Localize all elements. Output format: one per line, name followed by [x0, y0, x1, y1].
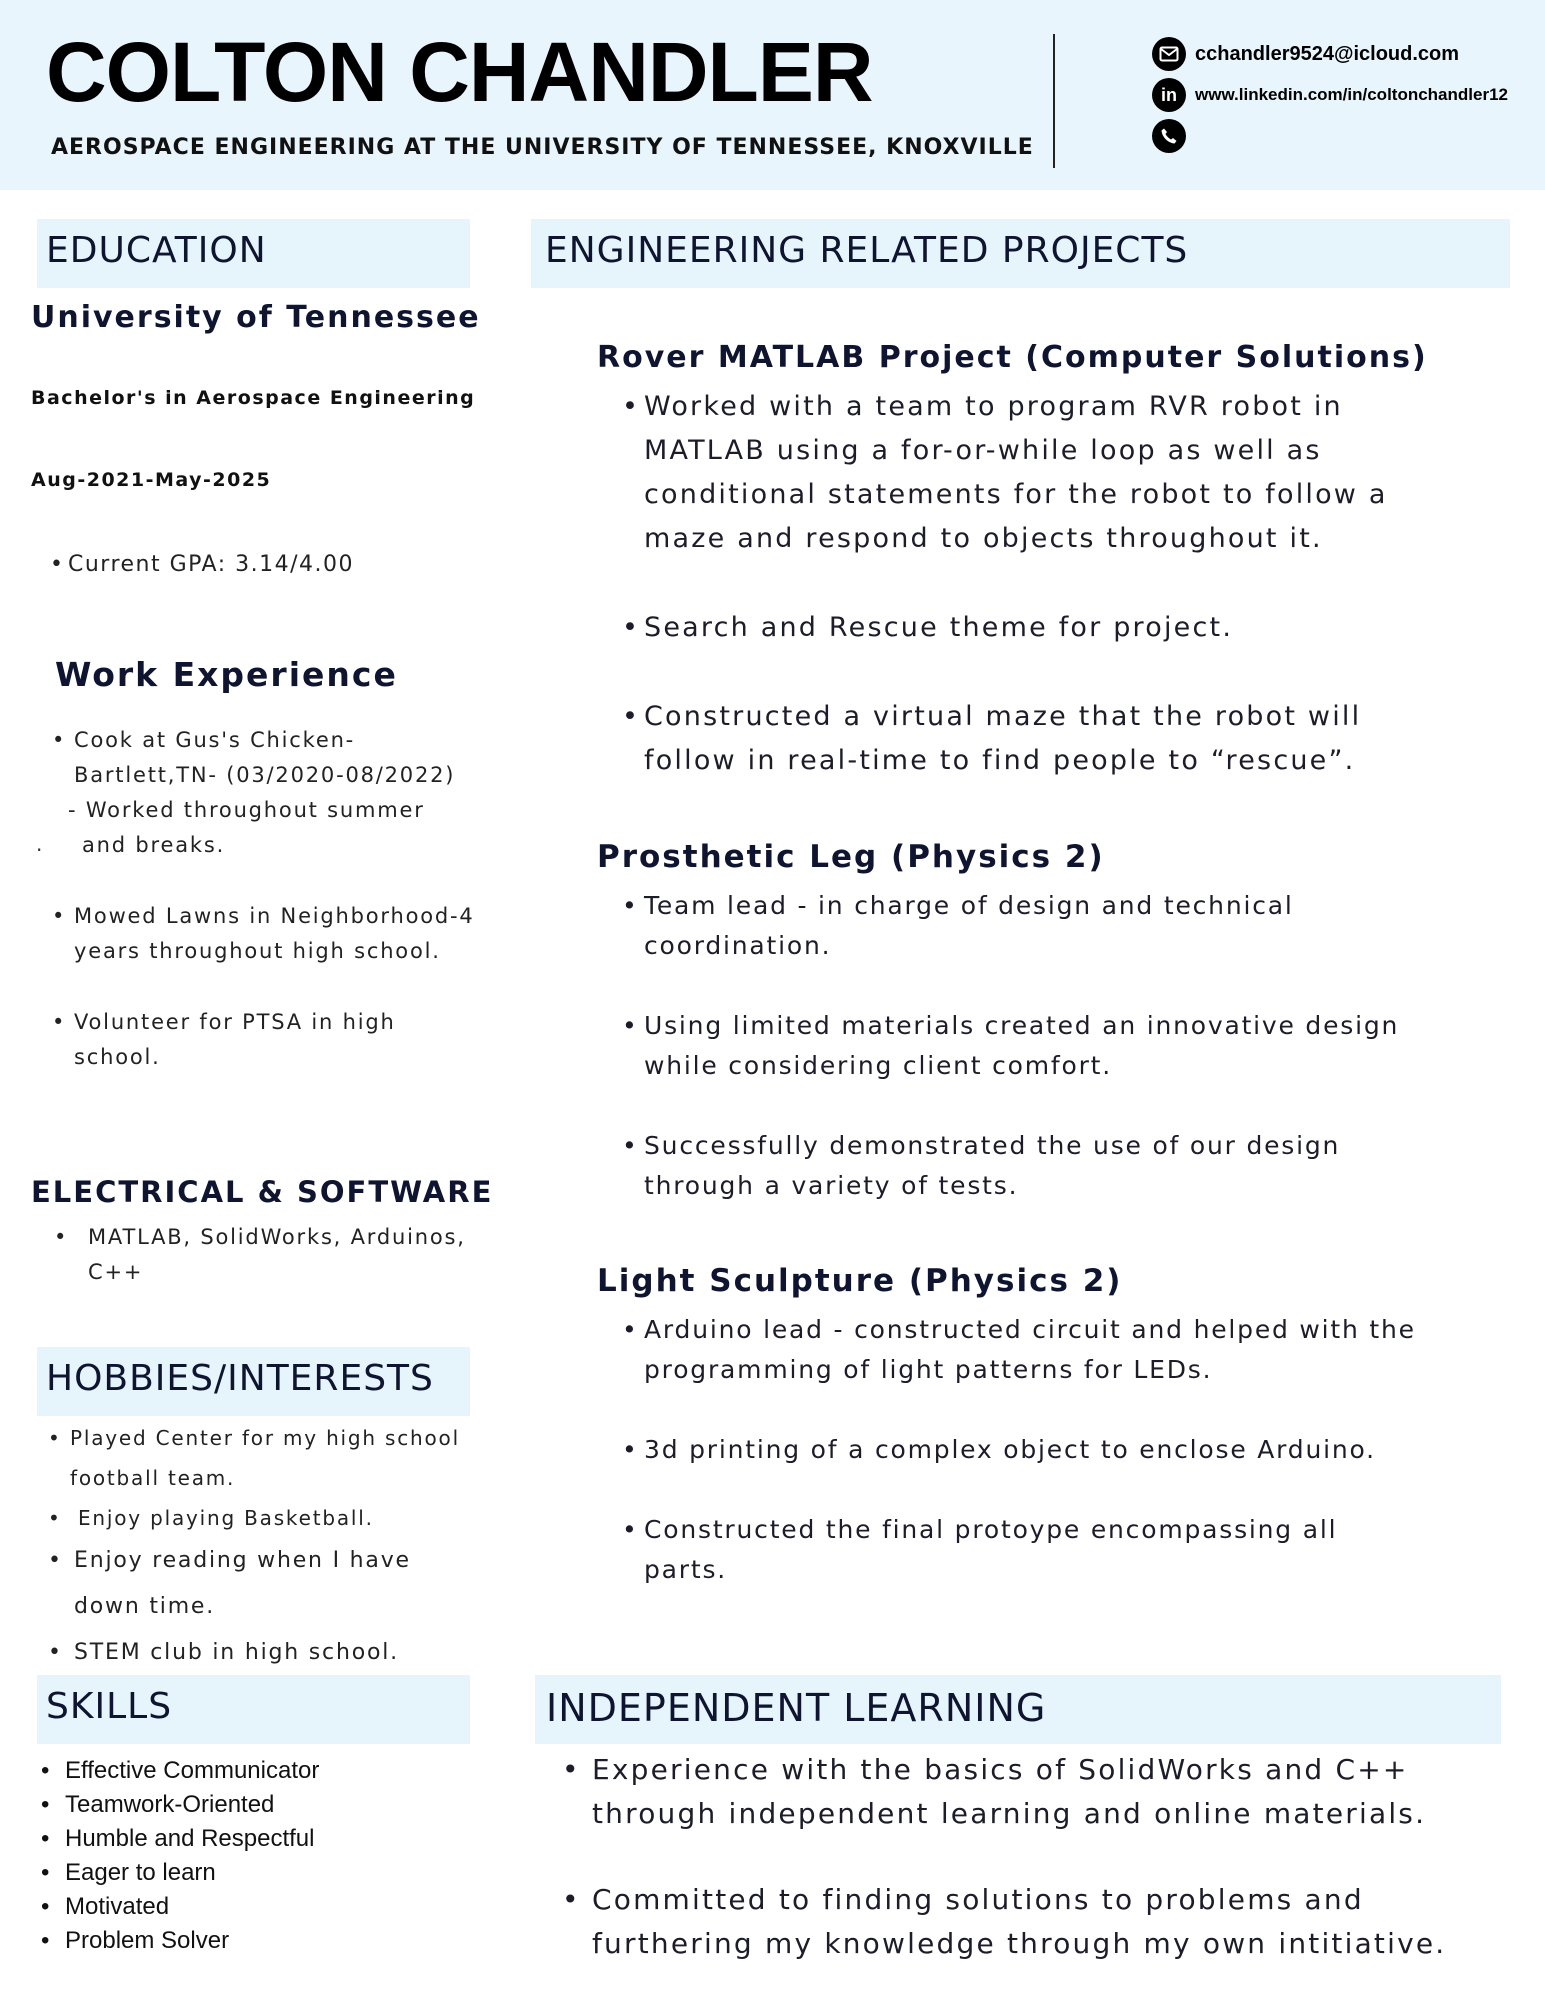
project-bullets	[622, 1310, 1422, 1630]
education-title: EDUCATION	[46, 230, 267, 271]
email-text[interactable]: cchandler9524@icloud.com	[1195, 42, 1460, 65]
education-dates: Aug-2021-May-2025	[31, 469, 272, 491]
list-item: • Search and Rescue theme for project.	[622, 606, 1392, 650]
skills-list	[37, 1754, 467, 1958]
list-item: • STEM club in high school.	[46, 1630, 476, 1676]
list-item: • Worked with a team to program RVR robot in MATLAB using a for-or-while loop as well as conditional statements for the robot to follow a maze and respond to objects throughout it.	[622, 385, 1392, 561]
candidate-subtitle: AEROSPACE ENGINEERING AT THE UNIVERSITY OF TENNESSEE, KNOXVILLE	[51, 135, 1034, 160]
list-item: • Successfully demonstrated the use of our design through a variety of tests.	[622, 1126, 1422, 1206]
contact-email[interactable]	[1152, 37, 1459, 71]
list-item: • Enjoy reading when I have down time.	[46, 1538, 476, 1630]
education-details	[50, 552, 354, 577]
contact-linkedin[interactable]	[1152, 78, 1508, 112]
work-list	[52, 723, 482, 1111]
header-divider	[1053, 34, 1055, 168]
work-item-text: Cook at Gus's Chicken-Bartlett,TN- (03/2020-08/2022)	[74, 728, 456, 787]
list-item: • 3d printing of a complex object to enclose Arduino.	[622, 1430, 1422, 1470]
project-title: Rover MATLAB Project (Computer Solutions)	[597, 340, 1428, 375]
projects-title: ENGINEERING RELATED PROJECTS	[545, 230, 1189, 271]
list-item: • Constructed the final protoype encompassing all parts.	[622, 1510, 1422, 1590]
list-item: • Mowed Lawns in Neighborhood-4 years throughout high school.	[52, 899, 482, 969]
project-title: Light Sculpture (Physics 2)	[597, 1263, 1123, 1299]
project-title: Prosthetic Leg (Physics 2)	[597, 839, 1105, 875]
contact-phone[interactable]	[1152, 119, 1195, 153]
envelope-icon	[1152, 37, 1186, 71]
list-item: • Motivated	[37, 1890, 467, 1924]
work-item-continued: - Worked throughout summer	[68, 798, 425, 822]
list-item: • Constructed a virtual maze that the robot will follow in real-time to find people to “rescue”.	[622, 695, 1392, 783]
list-item: • Problem Solver	[37, 1924, 467, 1958]
list-item: • Teamwork-Oriented	[37, 1788, 467, 1822]
list-item: • Arduino lead - constructed circuit and helped with the programming of light patterns for LEDs.	[622, 1310, 1422, 1390]
independent-title: INDEPENDENT LEARNING	[546, 1686, 1047, 1730]
education-degree: Bachelor's in Aerospace Engineering	[31, 387, 476, 409]
linkedin-icon: in	[1152, 78, 1186, 112]
list-item: • Played Center for my high school football team.	[46, 1418, 476, 1498]
hobbies-title: HOBBIES/INTERESTS	[46, 1358, 434, 1399]
work-item-continued: and breaks.	[82, 833, 226, 857]
electrical-title: ELECTRICAL & SOFTWARE	[31, 1175, 494, 1209]
list-item: • Team lead - in charge of design and technical coordination.	[622, 886, 1422, 966]
stray-mark: .	[36, 832, 43, 856]
list-item: • Effective Communicator	[37, 1754, 467, 1788]
hobbies-list	[46, 1418, 476, 1676]
list-item: • Experience with the basics of SolidWorks and C++ through independent learning and online materials.	[558, 1748, 1508, 1836]
phone-icon	[1152, 119, 1186, 153]
linkedin-text[interactable]: www.linkedin.com/in/coltonchandler12	[1195, 85, 1508, 104]
education-gpa: • Current GPA: 3.14/4.00	[50, 552, 354, 577]
list-item	[52, 723, 482, 863]
list-item: • Volunteer for PTSA in high school.	[52, 1005, 482, 1075]
education-school: University of Tennessee	[31, 300, 481, 335]
skills-title: SKILLS	[46, 1686, 173, 1727]
list-item: • Eager to learn	[37, 1856, 467, 1890]
candidate-name: COLTON CHANDLER	[46, 25, 873, 119]
work-title: Work Experience	[55, 655, 398, 694]
list-item	[54, 1220, 484, 1290]
list-item: • Enjoy playing Basketball.	[46, 1498, 476, 1538]
list-item: • Committed to finding solutions to problems and furthering my knowledge through my own intitiative.	[558, 1878, 1508, 1966]
project-bullets	[622, 886, 1422, 1246]
list-item: • Using limited materials created an innovative design while considering client comfort.	[622, 1006, 1422, 1086]
electrical-list	[54, 1220, 484, 1290]
bullet: •	[54, 1225, 69, 1249]
project-bullets	[622, 385, 1392, 828]
list-item: • Humble and Respectful	[37, 1822, 467, 1856]
electrical-item-text: MATLAB, SolidWorks, Arduinos, C++	[88, 1225, 466, 1284]
independent-list	[558, 1748, 1508, 2008]
